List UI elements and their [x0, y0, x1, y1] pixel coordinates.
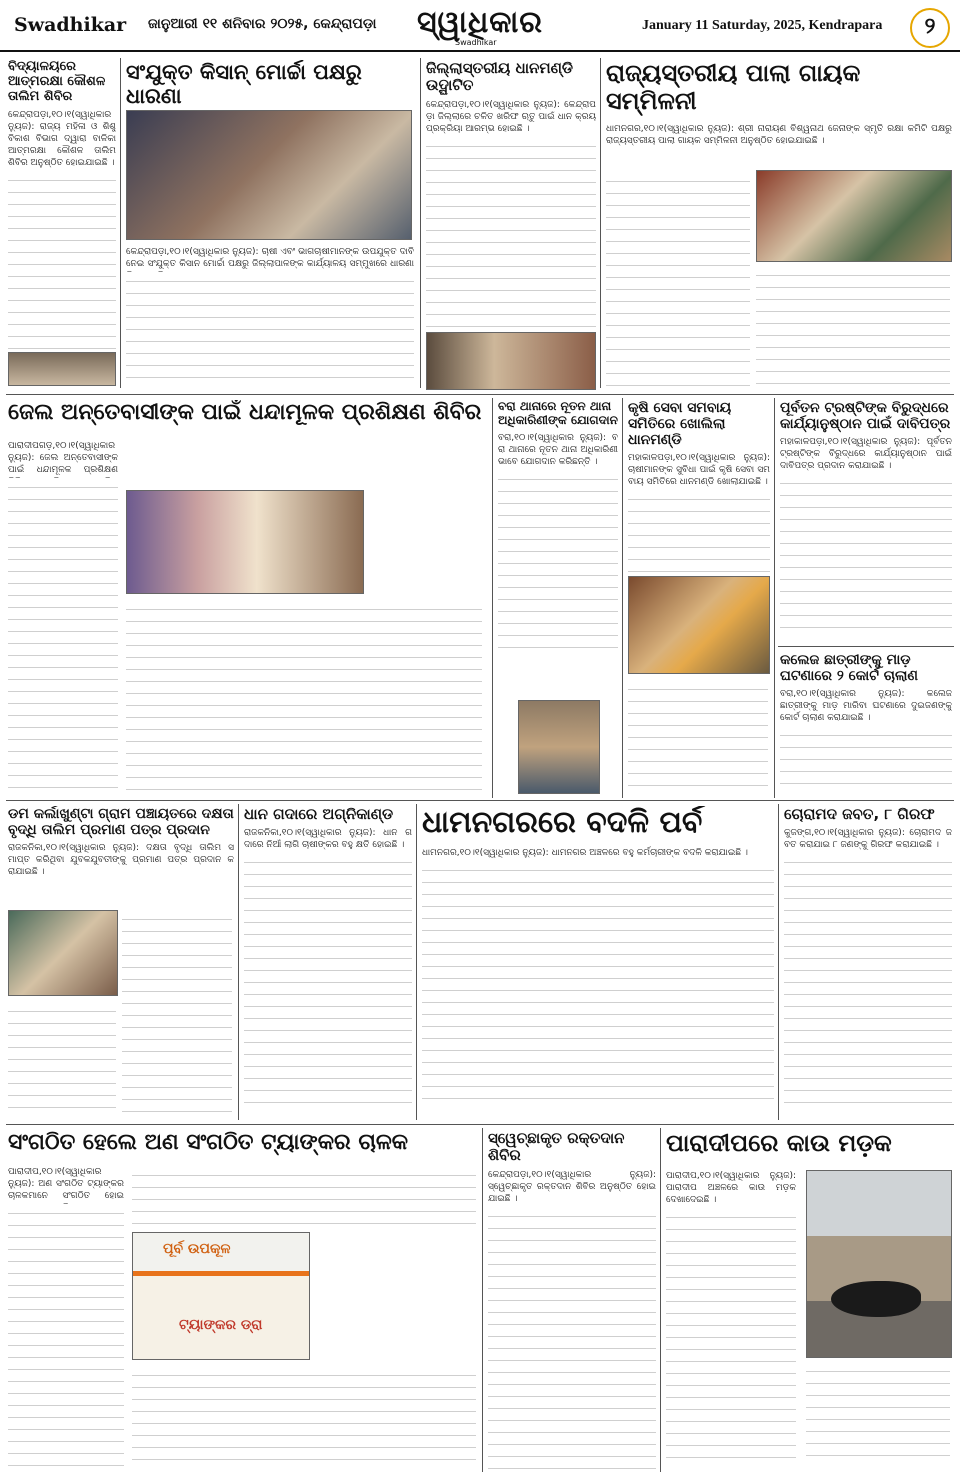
article-dateline: ପାରାଦୀପ,୧୦।୧(ସ୍ୱାଧିକାର ନ୍ୟୁଜ): ଅଣ ସଂଗଠିତ ଟ୍ୟାଙ୍କର ଚାଳକମାନେ ସଂଗଠିତ ହୋଇ — [8, 1167, 124, 1201]
column-rule — [120, 58, 121, 388]
article-body — [8, 1204, 124, 1466]
article-pala-singers — [606, 60, 952, 390]
column-rule — [482, 1128, 483, 1472]
column-rule — [774, 398, 775, 798]
article-body — [8, 171, 116, 371]
row-rule — [778, 646, 954, 647]
article-body — [488, 1207, 656, 1471]
column-rule — [416, 804, 417, 1120]
headline: ରାଜ୍ୟସ୍ତରୀୟ ପାଲା ଗାୟକ ସମ୍ମିଳନୀ — [606, 60, 861, 115]
logo-subtitle: Swadhikar — [455, 38, 497, 47]
headline: ପାରାଦୀପରେ କାଉ ମଡ଼କ — [666, 1130, 892, 1157]
article-dateline: କେନ୍ଦ୍ରାପଡ଼ା,୧୦।୧(ସ୍ୱାଧିକାର ନ୍ୟୁଜ): ରାଜ୍ୟ ମହିଳା ଓ ଶିଶୁ ବିକାଶ ବିଭାଗ ଦ୍ୱାରା ବାଳିକା ଆତ୍ମରକ୍ଷା କୌଶଳ ତାଲିମ ଶିବିର ଅନୁଷ୍ଠିତ ହୋଇଯାଇଛି । — [8, 109, 116, 168]
article-photo — [132, 1232, 310, 1360]
headline: ବରା ଥାନାରେ ନୂତନ ଥାନା ଅଧିକାରିଣୀଙ୍କ ଯୋଗଦାନ — [498, 400, 618, 427]
column-rule — [622, 398, 623, 798]
article-dateline: ରାଜକନିକା,୧୦।୧(ସ୍ୱାଧିକାର ନ୍ୟୁଜ): ଧାନ ଗଦାରେ ନିଆଁ ଲାଗି ଚାଷୀଙ୍କର ବହୁ କ୍ଷତି ହୋଇଛି । — [244, 828, 412, 851]
article-cooperative-dhanmandi — [628, 400, 770, 796]
article-body-continued — [628, 680, 768, 792]
date-english: January 11 Saturday, 2025, Kendrapara — [642, 18, 883, 33]
article-body — [244, 853, 412, 1103]
article-body-continued — [8, 1002, 116, 1116]
article-photo — [126, 110, 412, 240]
headline: କୃଷି ସେବା ସମବାୟ ସମିତିରେ ଖୋଲିଲା ଧାନମଣ୍ଡି — [628, 400, 732, 449]
page-number: ୨ — [910, 8, 950, 48]
article-dateline: କୁଜଙ୍ଗ,୧୦।୧(ସ୍ୱାଧିକାର ନ୍ୟୁଜ): ଚୋରାମଦ ଜବତ କରାଯାଇ ୮ ଜଣଙ୍କୁ ଗିରଫ କରାଯାଇଛି । — [784, 828, 952, 851]
article-kisan-morcha — [126, 60, 416, 390]
article-body — [8, 478, 118, 792]
article-photo — [426, 332, 596, 390]
row-rule — [6, 1124, 954, 1125]
article-photo — [806, 1170, 952, 1358]
headline: ପୂର୍ବତନ ଟ୍ରଷ୍ଟିଙ୍କ ବିରୁଦ୍ଧରେ କାର୍ଯ୍ୟାନୁଷ୍ଠାନ ପାଇଁ ଦାବିପତ୍ର — [780, 400, 951, 433]
article-body-continued — [806, 1362, 950, 1466]
masthead — [0, 0, 960, 52]
banner-line2: ଟ୍ୟାଙ୍କର ଡ୍ରା — [179, 1317, 263, 1333]
article-blood-donation — [488, 1130, 656, 1470]
article-bara-police — [498, 400, 618, 796]
article-body-continued — [126, 600, 482, 792]
newspaper-logo: ସ୍ୱାଧିକାର — [416, 5, 544, 40]
article-photo — [8, 910, 118, 996]
headline: ଧାନ ଗଦାରେ ଅଗ୍ନିକାଣ୍ଡ — [244, 806, 394, 823]
article-dateline: କେନ୍ଦ୍ରାପଡ଼ା,୧୦।୧(ସ୍ୱାଧିକାର ନ୍ୟୁଜ): ସ୍ୱେଚ୍ଛାକୃତ ରକ୍ତଦାନ ଶିବିର ଅନୁଷ୍ଠିତ ହୋଇଯାଇଛି । — [488, 1169, 656, 1204]
headline: ଡମ କର୍ଲାଖୁଣ୍ଟା ଗ୍ରାମ ପଞ୍ଚାୟତରେ ଦକ୍ଷତା ବୃଦ୍ଧି ତାଲିମ ପ୍ରମାଣ ପତ୍ର ପ୍ରଦାନ — [8, 806, 234, 839]
article-body-continued-2 — [132, 1366, 476, 1466]
article-dateline: ମହାକାଳପଡ଼ା,୧୦।୧(ସ୍ୱାଧିକାର ନ୍ୟୁଜ): ପୂର୍ବତନ ଟ୍ରଷ୍ଟିଙ୍କ ବିରୁଦ୍ଧରେ କାର୍ଯ୍ୟାନୁଷ୍ଠାନ ପାଇଁ ଦାବିପତ୍ର ପ୍ରଦାନ କରାଯାଇଛି । — [780, 437, 952, 472]
article-photo — [756, 170, 952, 262]
headline: କଲେଜ ଛାତ୍ରୀଙ୍କୁ ମାଡ଼ ଘଟଣାରେ ୨ କୋର୍ଟ ଚାଲାଣ — [780, 652, 918, 685]
article-self-defence — [8, 60, 116, 390]
banner-line1: ପୂର୍ବ ଉପକୂଳ — [163, 1241, 231, 1257]
headline: ଚୋରାମଦ ଜବତ, ୮ ଗିରଫ — [784, 806, 935, 823]
article-photo — [126, 490, 364, 594]
article-dateline: ପାରାଦୀପ,୧୦।୧(ସ୍ୱାଧିକାର ନ୍ୟୁଜ): ପାରାଦୀପ ଅଞ୍ଚଳରେ କାଉ ମଡ଼କ ଦେଖାଦେଇଛି । — [666, 1171, 796, 1205]
article-body-continued — [756, 266, 950, 386]
headline: ସଂଯୁକ୍ତ କିସାନ୍ ମୋର୍ଚ୍ଚା ପକ୍ଷରୁ ଧାରଣା — [126, 60, 362, 109]
article-dateline: ଧାମନଗର,୧୦।୧(ସ୍ୱାଧିକାର ନ୍ୟୁଜ): ଶ୍ରୀ ନାରାୟଣ ବିଶ୍ୱନାଥ ଜେନାଙ୍କ ସ୍ମୃତି ରକ୍ଷା କମିଟି ପକ୍ଷରୁ ରାଜ୍ୟସ୍ତରୀୟ ପାଲା ଗାୟକ ସମ୍ମିଳନୀ ଅନୁଷ୍ଠିତ ହୋଇଯାଇଛି । — [606, 124, 952, 147]
column-rule — [600, 58, 601, 388]
column-rule — [492, 398, 493, 798]
article-paddy-fire — [244, 806, 412, 1120]
column-rule — [660, 1128, 661, 1472]
article-photo — [628, 576, 770, 674]
headline: ସ୍ୱେଚ୍ଛାକୃତ ରକ୍ତଦାନ ଶିବିର — [488, 1130, 625, 1165]
article-dateline: ମହାକାଳପଡ଼ା,୧୦।୧(ସ୍ୱାଧିକାର ନ୍ୟୁଜ): ଚାଷୀମାନଙ୍କ ସୁବିଧା ପାଇଁ କୃଷି ସେବା ସମବାୟ ସମିତିରେ ଧାନମଣ୍ଡି ଖୋଲାଯାଇଛି । — [628, 453, 770, 488]
article-dateline: ପାରାଦୀପଗଡ଼,୧୦।୧(ସ୍ୱାଧିକାର ନ୍ୟୁଜ): ଜେଲ ଅନ୍ତେବାସୀଙ୍କ ପାଇଁ ଧନ୍ଦାମୂଳକ ପ୍ରଶିକ୍ଷଣ — [8, 441, 118, 475]
column-rule — [238, 804, 239, 1120]
article-body — [606, 172, 750, 386]
article-skill-training — [8, 806, 234, 1120]
headline: ଜିଲ୍ଲାସ୍ତରୀୟ ଧାନମଣ୍ଡି ଉଦ୍ଘାଟିତ — [426, 60, 574, 95]
article-transfer-festival — [422, 806, 774, 1120]
column-rule — [778, 804, 779, 1120]
article-body — [784, 853, 952, 1103]
article-jail-training — [8, 400, 488, 796]
article-body — [422, 861, 774, 1101]
article-body — [780, 474, 952, 634]
article-tanker-drivers — [8, 1130, 478, 1470]
headline: ଧାମନଗରରେ ବଦଳି ପର୍ବ — [422, 806, 703, 840]
article-body — [426, 137, 596, 327]
article-body — [122, 910, 232, 1116]
headline: ସଂଗଠିତ ହେଲେ ଅଣ ସଂଗଠିତ ଟ୍ୟାଙ୍କର ଚାଳକ — [8, 1130, 409, 1155]
article-body — [126, 272, 414, 386]
row-rule — [6, 800, 954, 801]
headline: ଜେଲ ଅନ୍ତେବାସୀଙ୍କ ପାଇଁ ଧନ୍ଦାମୂଳକ ପ୍ରଶିକ୍ଷଣ ଶିବିର — [8, 400, 482, 425]
article-body-continued — [132, 1166, 476, 1224]
article-crow-deaths — [666, 1130, 952, 1470]
article-dateline: କେନ୍ଦ୍ରାପଡ଼ା,୧୦।୧(ସ୍ୱାଧିକାର ନ୍ୟୁଜ): ଚାଷୀ ଏବଂ ଭାଗଚାଷୀମାନଙ୍କ ଉପଯୁକ୍ତ ଦାବି ନେଇ ସଂଯୁକ୍ତ କିସାନ ମୋର୍ଚ୍ଚା ପକ୍ଷରୁ ଜିଲ୍ଲାପାଳଙ୍କ କାର୍ଯ୍ୟାଳୟ ସମ୍ମୁଖରେ ଧାରଣା — [126, 247, 414, 269]
date-odia: ଜାନୁଆରୀ ୧୧ ଶନିବାର ୨୦୨୫, କେନ୍ଦ୍ରାପଡ଼ା — [148, 16, 377, 32]
article-photo — [518, 700, 600, 794]
row-rule — [6, 394, 954, 395]
article-body — [780, 726, 952, 786]
article-dateline: କେନ୍ଦ୍ରାପଡ଼ା,୧୦।୧(ସ୍ୱାଧିକାର ନ୍ୟୁଜ): କେନ୍ଦ୍ରାପଡ଼ା ଜିଲ୍ଲାରେ ଚଳିତ ଖରିଫ ଋତୁ ପାଇଁ ଧାନ କ୍ରୟ ପ୍ରକ୍ରିୟା ଆରମ୍ଭ ହୋଇଛି । — [426, 99, 596, 134]
brand-name: Swadhikar — [14, 14, 127, 36]
article-dateline: ବରା,୧୦।୧(ସ୍ୱାଧିକାର ନ୍ୟୁଜ): ବରା ଥାନାରେ ନୂତନ ଥାନା ଅଧିକାରିଣୀ ଭାବେ ଯୋଗଦାନ କରିଛନ୍ତି । — [498, 432, 618, 467]
article-photo — [8, 352, 116, 386]
article-dateline: ରାଜକନିକା,୧୦।୧(ସ୍ୱାଧିକାର ନ୍ୟୁଜ): ଦକ୍ଷତା ବୃଦ୍ଧି ତାଲିମ ସମାପ୍ତ କରିଥିବା ଯୁବକଯୁବତୀଙ୍କୁ ପ୍ରମାଣ ପତ୍ର ପ୍ରଦାନ କରାଯାଇଛି । — [8, 843, 234, 878]
article-dateline: ଧାମନଗର,୧୦।୧(ସ୍ୱାଧିକାର ନ୍ୟୁଜ): ଧାମନଗର ଅଞ୍ଚଳରେ ବହୁ କର୍ମଚାରୀଙ୍କ ବଦଳି କରାଯାଇଛି । — [422, 847, 748, 858]
article-illicit-liquor — [784, 806, 952, 1120]
article-dhanmandi-district — [426, 60, 596, 390]
crow-shape — [831, 1281, 921, 1317]
article-dateline: ବରା,୧୦।୧(ସ୍ୱାଧିକାର ନ୍ୟୁଜ): କଲେଜ ଛାତ୍ରୀଙ୍କୁ ମାଡ଼ ମାରିବା ଘଟଣାରେ ଦୁଇଜଣଙ୍କୁ କୋର୍ଟ ଚାଲାଣ କରାଯାଇଛି । — [780, 689, 952, 724]
article-body — [628, 490, 770, 580]
article-former-trustee — [780, 400, 952, 640]
article-college-assault — [780, 652, 952, 796]
article-body — [666, 1208, 796, 1466]
column-rule — [420, 58, 421, 388]
headline: ବିଦ୍ୟାଳୟରେ ଆତ୍ମରକ୍ଷା କୌଶଳ ତାଲିମ ଶିବିର — [8, 60, 106, 104]
article-body — [498, 470, 618, 654]
